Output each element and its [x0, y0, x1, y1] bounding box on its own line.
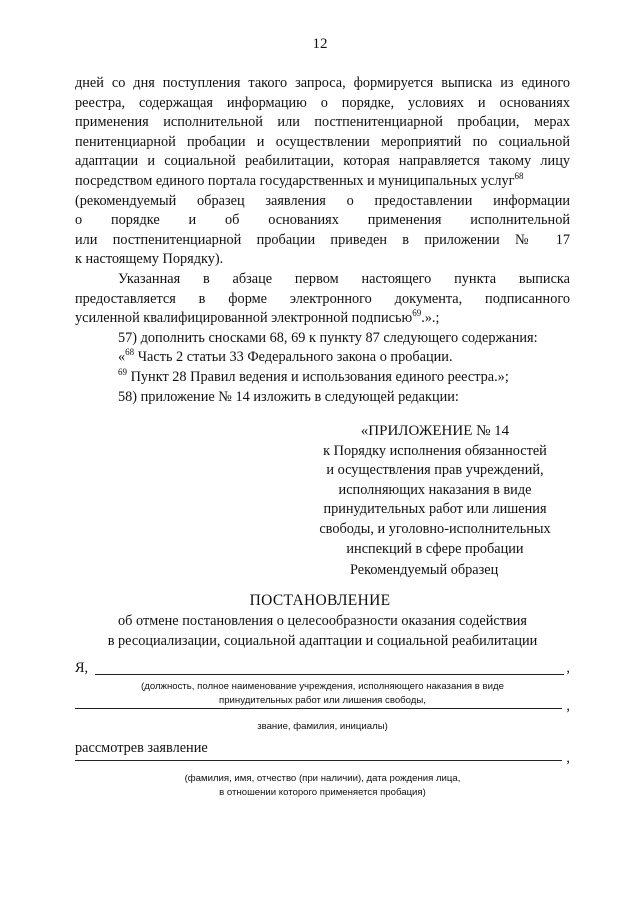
appendix-header: [300, 422, 570, 559]
text-line: (рекомендуемый образец заявления о предоставлении информации: [75, 192, 570, 209]
footnote-69-text: [75, 368, 570, 388]
text-line-end: .».;: [421, 310, 440, 327]
quote-mark: «: [118, 349, 126, 366]
hint-rank: звание, фамилия, инициалы): [257, 721, 388, 732]
field-row-applicant: [75, 750, 570, 772]
ya-label: Я,: [75, 660, 89, 676]
text-line: реестра, содержащая информацию о порядке, условиях и основаниях: [75, 94, 570, 111]
subtitle-line: об отмене постановления о целесообразности оказания содействия: [118, 613, 527, 629]
text-line: Указанная в абзаце первом настоящего пункта выписка: [118, 270, 570, 287]
footnote-num-69: 69: [118, 366, 127, 377]
text-line: пенитенциарной пробации и осуществлении мероприятий по социальной: [75, 133, 570, 150]
comma: ,: [566, 660, 570, 676]
text-line: предоставляется в форме электронного документа, подписанного: [75, 290, 570, 307]
appendix-title: «ПРИЛОЖЕНИЕ № 14: [360, 423, 510, 439]
footnote-num-68: 68: [125, 347, 135, 358]
appendix-line: к Порядку исполнения обязанностей: [323, 442, 547, 459]
name-input-line[interactable]: [95, 674, 564, 675]
form-fields: [75, 660, 570, 800]
text-line: к настоящему Порядку).: [75, 251, 224, 268]
appendix-line: свободы, и уголовно-исполнительных: [319, 520, 551, 537]
appendix-line: инспекций в сфере пробации: [346, 540, 524, 557]
document-subtitle: [75, 612, 570, 651]
field-row-considered: [75, 740, 570, 760]
comma: ,: [566, 750, 570, 766]
hint-line: (фамилия, имя, отчество (при наличии), дата рождения лица,: [184, 773, 461, 784]
body-text: [75, 74, 570, 407]
hint-applicant: [75, 772, 570, 800]
document-title: ПОСТАНОВЛЕНИЕ: [249, 592, 391, 609]
hint-line: (должность, полное наименование учреждения, исполняющего наказания в виде: [141, 681, 504, 692]
applicant-input-line[interactable]: [75, 760, 562, 761]
text-line: применения исполнительной или постпенитенциарной пробации, мерах: [75, 114, 570, 131]
hint-line: в отношении которого применяется пробация): [219, 787, 426, 798]
hint-line: принудительных работ или лишения свободы,: [219, 695, 426, 706]
footnote-69-body: Пункт 28 Правил ведения и использования единого реестра.»;: [127, 368, 509, 385]
footnote-ref-68: 68: [514, 170, 524, 181]
footnote-ref-69: 69: [412, 308, 422, 319]
comma: ,: [566, 698, 570, 714]
footnote-68-body: Часть 2 статьи 33 Федерального закона о пробации.: [134, 349, 453, 366]
sample-label: Рекомендуемый образец: [350, 562, 499, 578]
rank-input-line[interactable]: [75, 708, 562, 709]
hint-position: [75, 680, 570, 708]
field-row-ya: [75, 660, 570, 680]
appendix-line: и осуществления прав учреждений,: [326, 462, 544, 479]
subtitle-line: в ресоциализации, социальной адаптации и социальной реабилитации: [107, 632, 538, 649]
page-number: 12: [312, 36, 328, 52]
text-line: о порядке и об основаниях применения исполнительной: [75, 212, 570, 229]
text-line-content: усиленной квалифицированной электронной подписью: [75, 310, 413, 327]
text-line: дней со дня поступления такого запроса, формируется выписка из единого: [75, 75, 570, 91]
text-line-content: посредством единого портала государственных и муниципальных услуг: [75, 172, 515, 189]
text-line: [75, 309, 570, 329]
text-line: или постпенитенциарной пробации приведен в приложении № 17: [75, 231, 570, 248]
item-57: 57) дополнить сносками 68, 69 к пункту 87 следующего содержания:: [118, 329, 538, 346]
footnote-68-text: [75, 348, 570, 368]
considered-label: рассмотрев заявление: [75, 740, 208, 756]
appendix-line: принудительных работ или лишения: [323, 501, 547, 518]
text-line: адаптации и социальной реабилитации, которая направляется такому лицу: [75, 153, 570, 170]
appendix-line: исполняющих наказания в виде: [338, 481, 532, 498]
item-58: 58) приложение № 14 изложить в следующей редакции:: [118, 388, 459, 405]
text-line: [75, 172, 570, 192]
